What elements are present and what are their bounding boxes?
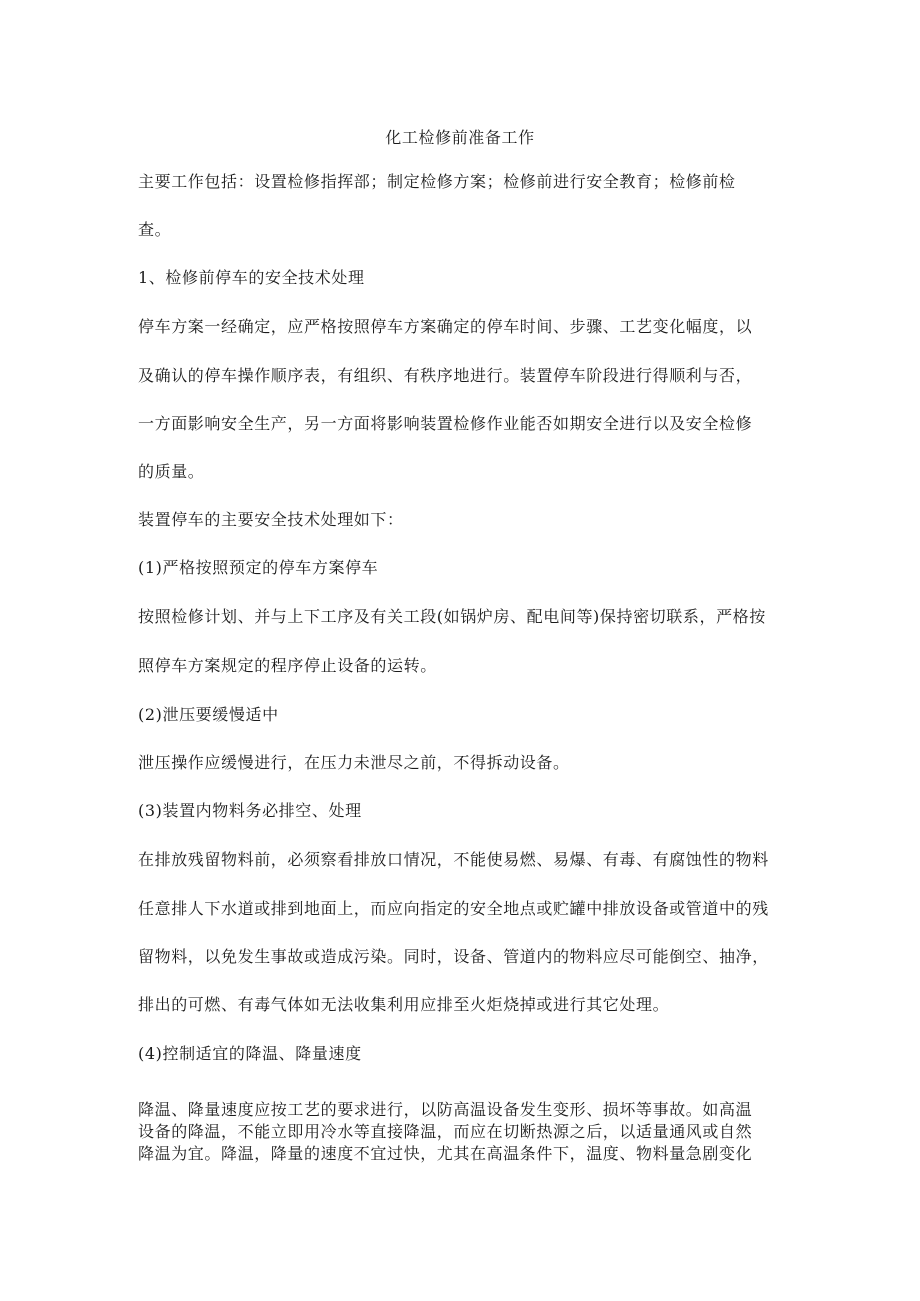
paragraph-line: 设备的降温，不能立即用冷水等直接降温，而应在切断热源之后，以适量通风或自然 <box>138 1122 753 1141</box>
paragraph-line: 的质量。 <box>138 462 205 481</box>
paragraph-line: 降温为宜。降温，降量的速度不宜过快，尤其在高温条件下，温度、物料量急剧变化 <box>138 1144 753 1163</box>
paragraph-line: 装置停车的主要安全技术处理如下： <box>138 510 404 529</box>
paragraph-line: 及确认的停车操作顺序表，有组织、有秩序地进行。装置停车阶段进行得顺利与否， <box>138 366 753 385</box>
paragraph-line: 在排放残留物料前，必须察看排放口情况，不能使易燃、易爆、有毒、有腐蚀性的物料 <box>138 850 769 869</box>
section-heading: 1、检修前停车的安全技术处理 <box>138 268 365 287</box>
paragraph-line: 按照检修计划、并与上下工序及有关工段(如锅炉房、配电间等)保持密切联系，严格按 <box>138 607 766 626</box>
subsection-heading: (1)严格按照预定的停车方案停车 <box>138 558 379 577</box>
paragraph-line: 排出的可燃、有毒气体如无法收集利用应排至火炬烧掉或进行其它处理。 <box>138 995 670 1014</box>
paragraph-line: 降温、降量速度应按工艺的要求进行，以防高温设备发生变形、损坏等事故。如高温 <box>138 1100 753 1119</box>
subsection-heading: (2)泄压要缓慢适中 <box>138 705 279 724</box>
paragraph-line: 停车方案一经确定，应严格按照停车方案确定的停车时间、步骤、工艺变化幅度，以 <box>138 317 753 336</box>
paragraph-line: 一方面影响安全生产，另一方面将影响装置检修作业能否如期安全进行以及安全检修 <box>138 414 753 433</box>
paragraph-line: 主要工作包括：设置检修指挥部；制定检修方案；检修前进行安全教育；检修前检 <box>138 172 736 191</box>
paragraph-line: 留物料，以免发生事故或造成污染。同时，设备、管道内的物料应尽可能倒空、抽净， <box>138 947 769 966</box>
subsection-heading: (3)装置内物料务必排空、处理 <box>138 801 362 820</box>
paragraph-line: 照停车方案规定的程序停止设备的运转。 <box>138 656 437 675</box>
paragraph-line: 查。 <box>138 220 172 239</box>
paragraph-line: 泄压操作应缓慢进行，在压力未泄尽之前，不得拆动设备。 <box>138 753 570 772</box>
document-title: 化工检修前准备工作 <box>385 128 535 147</box>
paragraph-line: 任意排人下水道或排到地面上，而应向指定的安全地点或贮罐中排放设备或管道中的残 <box>138 899 769 918</box>
subsection-heading: (4)控制适宜的降温、降量速度 <box>138 1044 362 1063</box>
